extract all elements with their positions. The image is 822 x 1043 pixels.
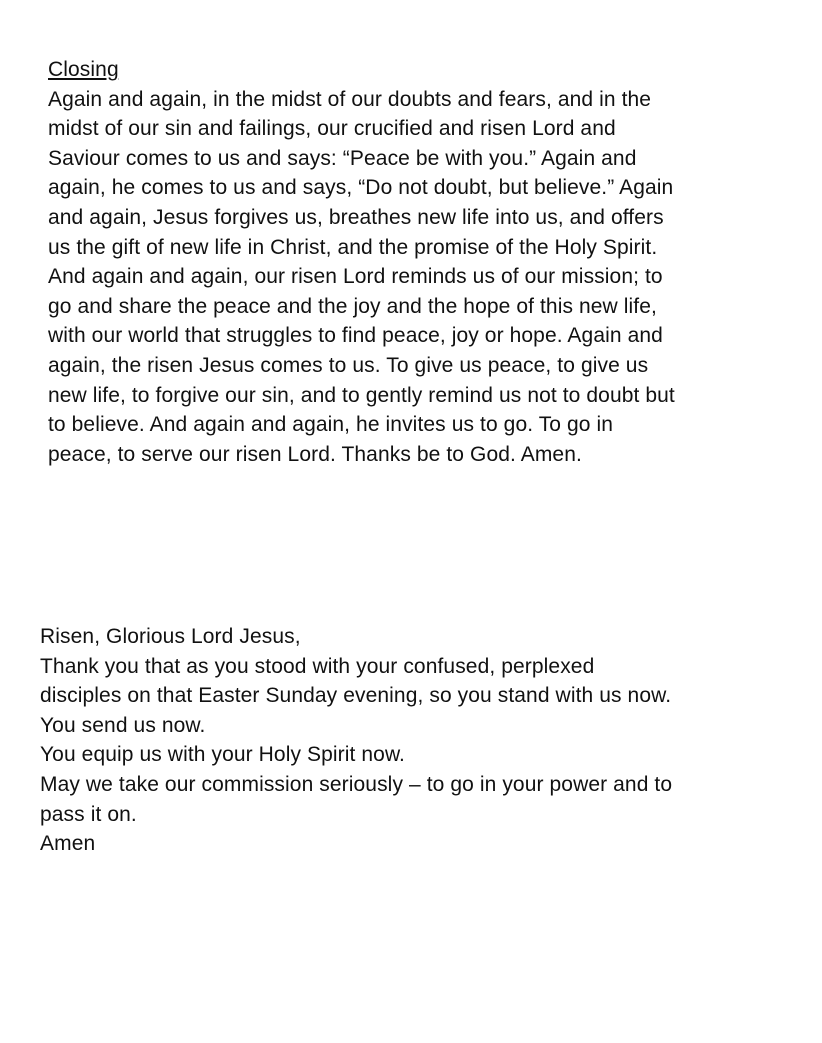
prayer-line: Thank you that as you stood with your confused, perplexed: [40, 654, 595, 678]
closing-line: and again, Jesus forgives us, breathes new life into us, and offers: [48, 205, 664, 229]
closing-line: peace, to serve our risen Lord. Thanks be to God. Amen.: [48, 442, 582, 466]
prayer-line: Risen, Glorious Lord Jesus,: [40, 625, 301, 648]
closing-line: to believe. And again and again, he invites us to go. To go in: [48, 413, 614, 437]
prayer-line: You send us now.: [40, 713, 206, 737]
closing-section: [48, 55, 788, 469]
prayer-line: May we take our commission seriously – to go in your power and to: [40, 772, 673, 796]
closing-line: again, the risen Jesus comes to us. To give us peace, to give us: [48, 353, 649, 377]
closing-line: And again and again, our risen Lord reminds us of our mission; to: [48, 265, 663, 289]
closing-line: Saviour comes to us and says: “Peace be with you.” Again and: [48, 146, 637, 170]
closing-line: new life, to forgive our sin, and to gently remind us not to doubt but: [48, 383, 675, 407]
closing-line: us the gift of new life in Christ, and the promise of the Holy Spirit.: [48, 235, 658, 259]
closing-line: midst of our sin and failings, our crucified and risen Lord and: [48, 117, 616, 141]
closing-line: with our world that struggles to find peace, joy or hope. Again and: [48, 324, 663, 348]
prayer-line: pass it on.: [40, 802, 137, 826]
prayer-line: disciples on that Easter Sunday evening, so you stand with us now.: [40, 684, 672, 708]
closing-paragraph: [48, 85, 788, 470]
prayer-line: Amen: [40, 832, 96, 856]
closing-line: Again and again, in the midst of our doubts and fears, and in the: [48, 87, 652, 111]
closing-line: go and share the peace and the joy and the hope of this new life,: [48, 294, 657, 318]
prayer-section: [40, 622, 790, 859]
closing-line: again, he comes to us and says, “Do not doubt, but believe.” Again: [48, 176, 674, 200]
prayer-line: You equip us with your Holy Spirit now.: [40, 743, 405, 767]
closing-heading: Closing: [48, 58, 119, 81]
